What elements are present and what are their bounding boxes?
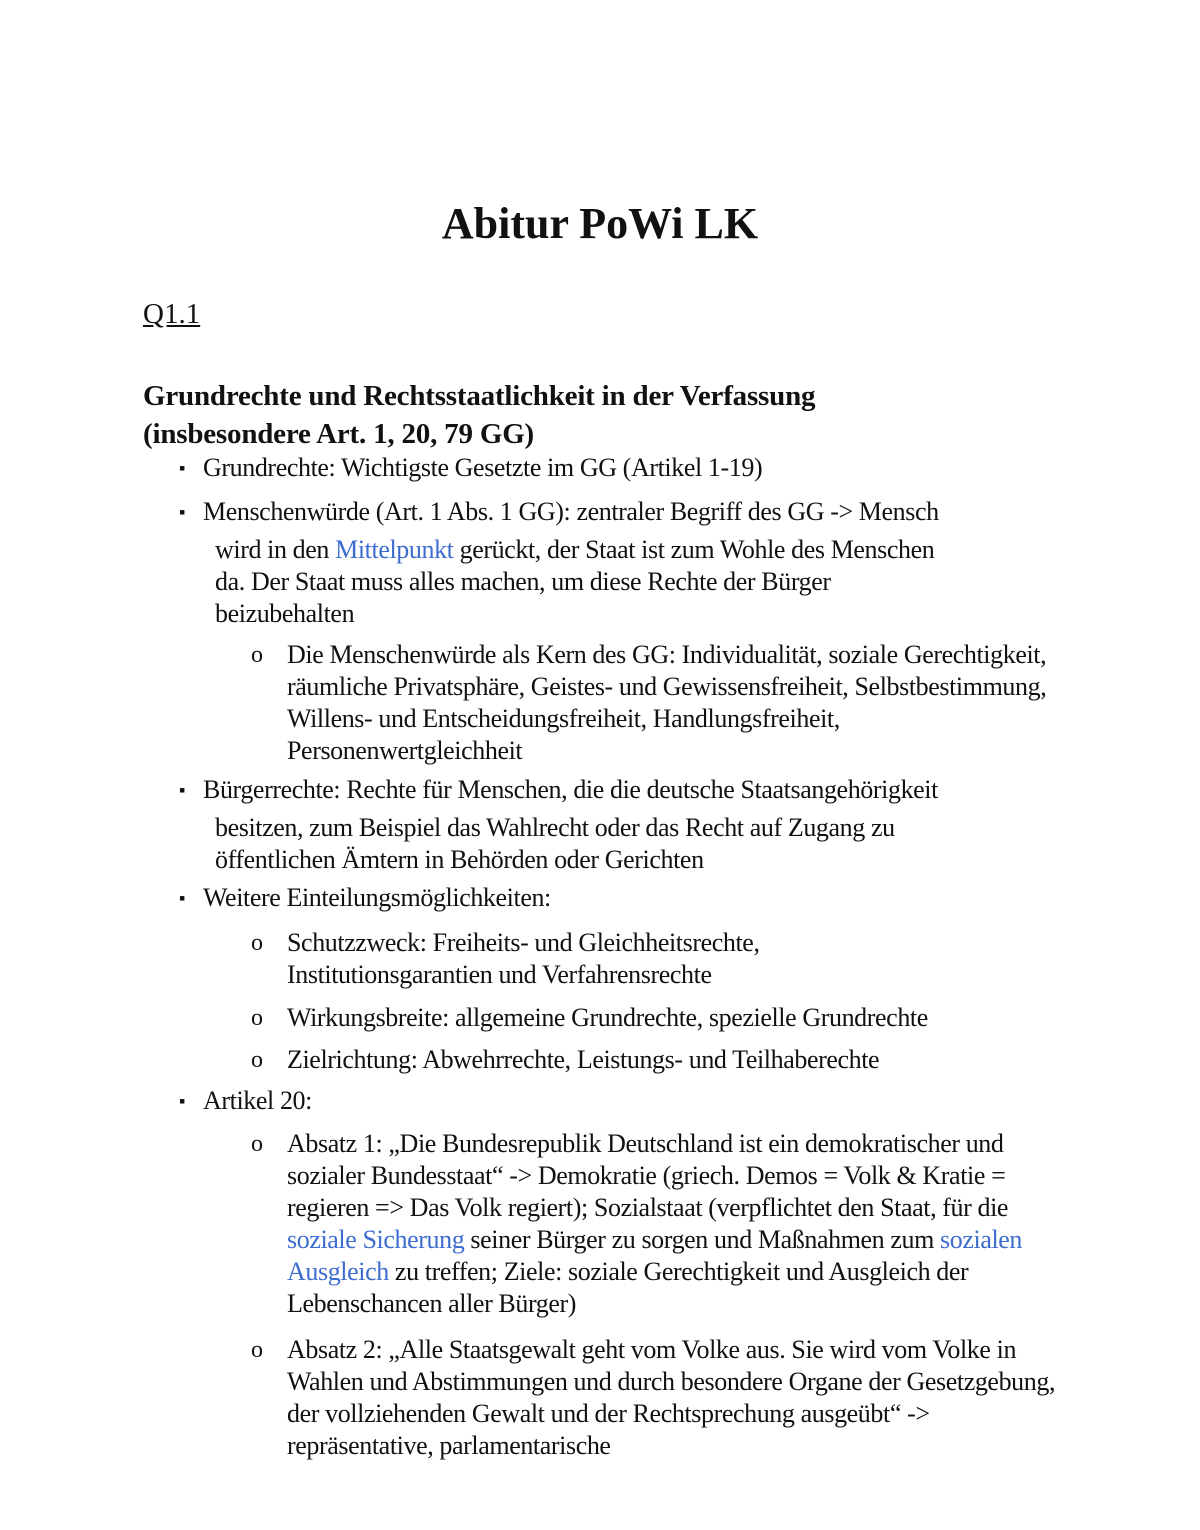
list-item-text: Artikel 20:	[203, 1086, 312, 1115]
list-item-text: besitzen, zum Beispiel das Wahlrecht oder das Recht auf Zugang zu	[215, 813, 895, 842]
list-item-text: Grundrechte: Wichtigste Gesetzte im GG (Artikel 1-19)	[203, 453, 763, 482]
text-span: wird in den	[215, 535, 336, 564]
sozialer-ausgleich-link[interactable]: sozialen Ausgleich	[287, 1225, 1023, 1286]
sub-list-item	[251, 1334, 1062, 1462]
list-item-text: da. Der Staat muss alles machen, um diese Rechte der Bürger	[215, 567, 831, 596]
list-item	[179, 882, 1073, 914]
text-span: gerückt, der Staat ist zum Wohle des Menschen	[453, 535, 935, 564]
list-item-text: Bürgerrechte: Rechte für Menschen, die die deutsche Staatsangehörigkeit	[203, 775, 938, 804]
heading-line-1: Grundrechte und Rechtsstaatlichkeit in der Verfassung	[143, 380, 816, 412]
sub-list-item-text: Zielrichtung: Abwehrrechte, Leistungs- und Teilhaberechte	[287, 1045, 880, 1074]
text-span: Absatz 1: „Die Bundesrepublik Deutschland ist ein demokratischer und sozialer Bundesstaat“ -> Demokratie (griech. Demos = Volk & Kratie = regieren => Das Volk regiert); Sozialstaat (verpflichtet den Staat, für die	[287, 1129, 1009, 1222]
list-item	[179, 496, 1073, 630]
section-heading	[143, 377, 815, 453]
sub-list-item-text: Absatz 2: „Alle Staatsgewalt geht vom Volke aus. Sie wird vom Volke in Wahlen und Abstimmungen und durch besondere Organe der Gesetzgebung, der vollziehenden Gewalt und der Rechtsprechung ausgeübt“ -> repräsentative, parlamentarische	[287, 1335, 1056, 1460]
bullet-marker: ▪	[179, 458, 185, 478]
list-item	[179, 774, 1073, 876]
bullet-marker: ▪	[179, 780, 185, 800]
list-item-text: öffentlichen Ämtern in Behörden oder Gerichten	[215, 845, 704, 874]
sub-list-item-text: Wirkungsbreite: allgemeine Grundrechte, spezielle Grundrechte	[287, 1003, 928, 1032]
sub-list-item-text: Schutzzweck: Freiheits- und Gleichheitsrechte, Institutionsgarantien und Verfahrensrechte	[287, 928, 760, 989]
sub-list-item	[251, 1002, 1077, 1034]
list-item-text	[203, 534, 1073, 566]
text-span: seiner Bürger zu sorgen und Maßnahmen zum	[464, 1225, 941, 1254]
sub-list-item	[251, 639, 1047, 767]
bullet-marker: ▪	[179, 1091, 185, 1111]
page-title: Abitur PoWi LK	[441, 199, 759, 248]
sub-list-item	[251, 927, 847, 991]
list-item-text: Menschenwürde (Art. 1 Abs. 1 GG): zentraler Begriff des GG -> Mensch	[203, 497, 939, 526]
section-label: Q1.1	[143, 298, 201, 330]
sub-list-item-text	[287, 1129, 1022, 1318]
sub-bullet-marker: o	[251, 1337, 263, 1363]
soziale-sicherung-link[interactable]: soziale Sicherung	[287, 1225, 465, 1254]
sub-list-item	[251, 1044, 1077, 1076]
bullet-marker: ▪	[179, 502, 185, 522]
sub-list-item	[251, 1128, 1062, 1320]
text-span: zu treffen; Ziele: soziale Gerechtigkeit und Ausgleich der Lebenschancen aller Bürger)	[287, 1257, 969, 1318]
sub-bullet-marker: o	[251, 930, 263, 956]
mittelpunkt-link[interactable]: Mittelpunkt	[335, 535, 454, 564]
list-item	[179, 1085, 1073, 1117]
list-item	[179, 452, 1073, 484]
heading-line-2: (insbesondere Art. 1, 20, 79 GG)	[143, 418, 535, 450]
sub-bullet-marker: o	[251, 1131, 263, 1157]
list-item-text: Weitere Einteilungsmöglichkeiten:	[203, 883, 551, 912]
sub-bullet-marker: o	[251, 1005, 263, 1031]
sub-list-item-text: Die Menschenwürde als Kern des GG: Individualität, soziale Gerechtigkeit, räumliche Privatsphäre, Geistes- und Gewissensfreiheit, Selbstbestimmung, Willens- und Entscheidungsfreiheit, Handlungsfreiheit, Personenwertgleichheit	[287, 640, 1047, 765]
bullet-marker: ▪	[179, 888, 185, 908]
sub-bullet-marker: o	[251, 642, 263, 668]
list-item-text: beizubehalten	[215, 599, 355, 628]
sub-bullet-marker: o	[251, 1047, 263, 1073]
